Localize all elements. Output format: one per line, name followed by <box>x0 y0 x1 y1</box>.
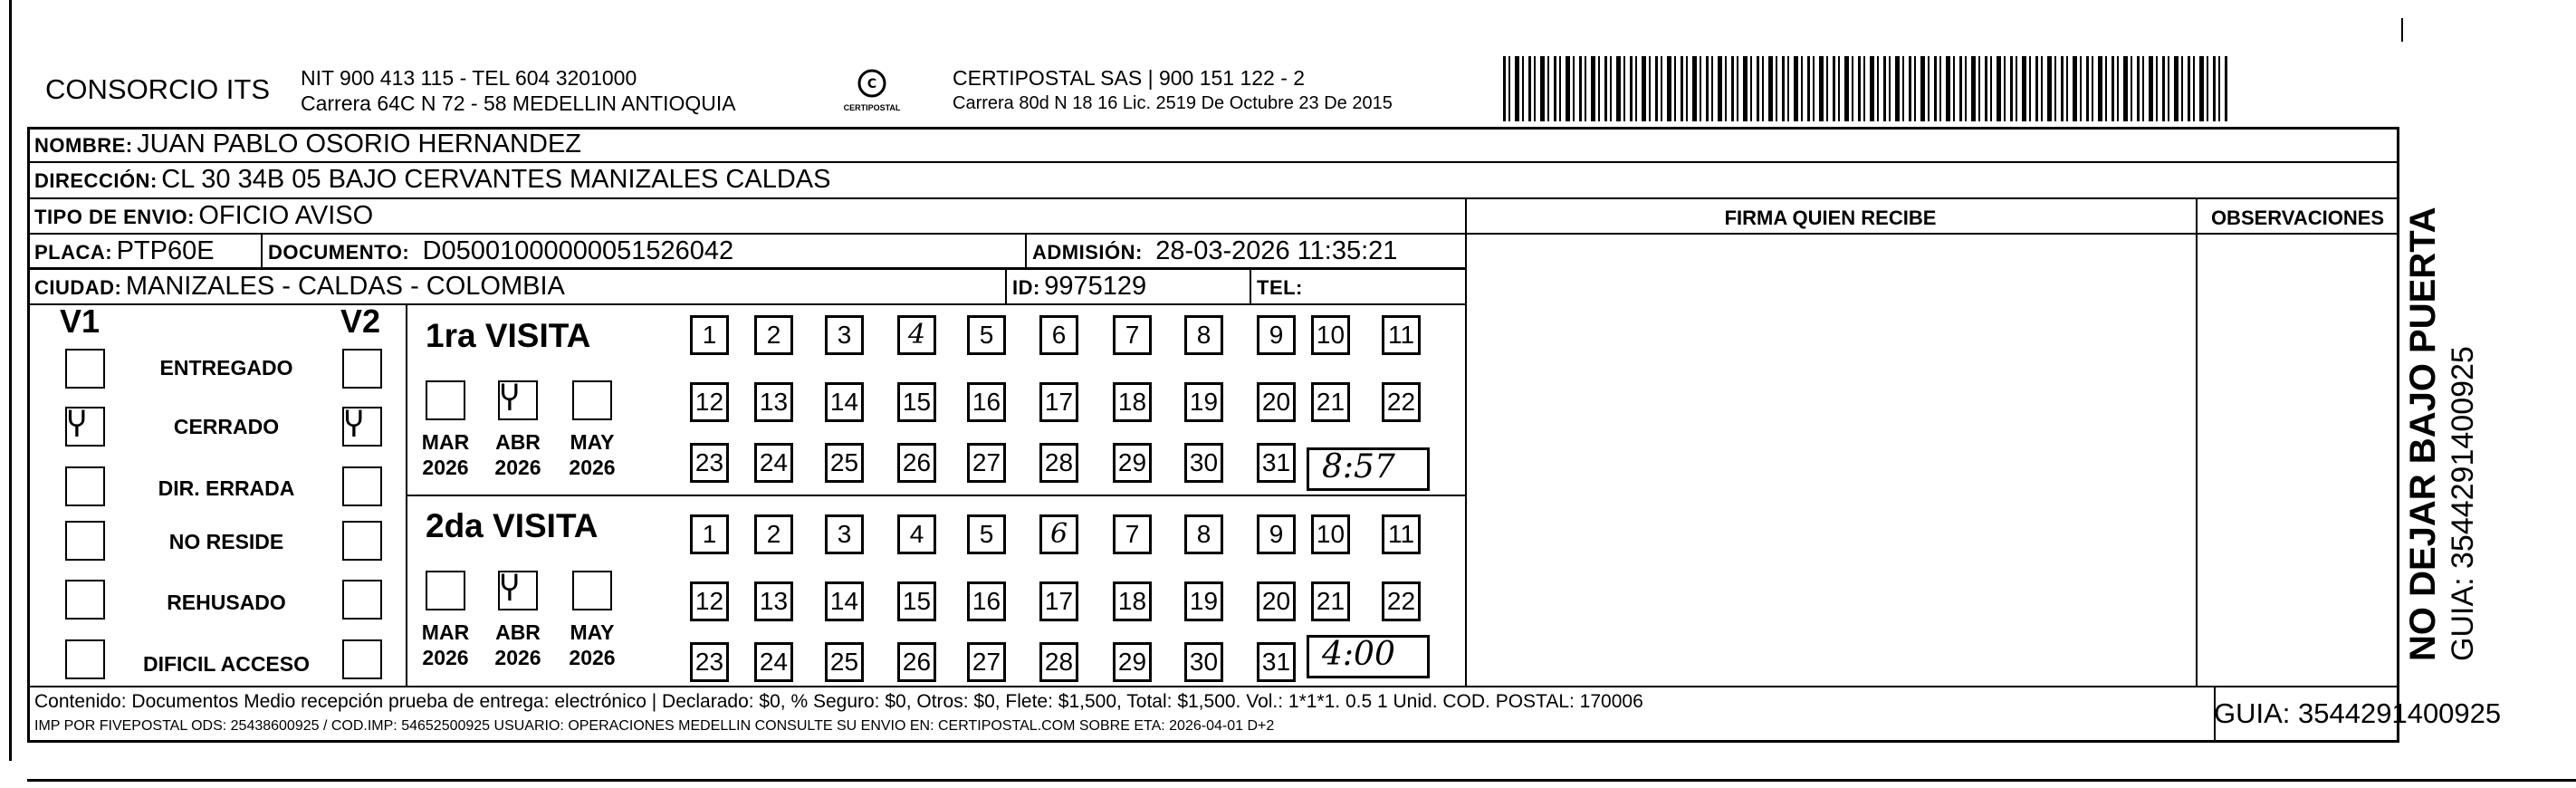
v2-label: V2 <box>340 303 381 340</box>
col-line <box>2196 197 2198 686</box>
barcode <box>1503 56 2227 121</box>
carrier-license: Carrera 80d N 18 16 Lic. 2519 De Octubre 23 De 2015 <box>953 93 1393 113</box>
visit1-day-15[interactable]: 15 <box>897 382 936 422</box>
visit2-day-28[interactable]: 28 <box>1039 642 1078 682</box>
status-cerrado: CERRADO <box>173 415 280 438</box>
ciudad-row <box>34 271 565 306</box>
visit1-month-may <box>565 429 619 480</box>
v1-checkbox-dificil-acceso[interactable] <box>65 639 105 679</box>
documento-value: D05001000000051526042 <box>422 236 734 265</box>
visit1-day-13[interactable]: 13 <box>754 382 793 422</box>
side-warning <box>2401 154 2481 661</box>
visit1-day-10[interactable]: 10 <box>1311 315 1350 355</box>
admision-label: ADMISIÓN: <box>1032 241 1143 264</box>
visit1-day-18[interactable]: 18 <box>1113 382 1152 422</box>
visit2-month-may <box>565 620 619 670</box>
right-tick <box>2401 18 2403 42</box>
visit2-day-16[interactable]: 16 <box>967 581 1006 621</box>
v2-checkbox-dir-errada[interactable] <box>342 466 382 506</box>
footer-guia: GUIA: 3544291400925 <box>2214 697 2502 729</box>
visit1-day-5[interactable]: 5 <box>967 315 1006 355</box>
visit1-day-17[interactable]: 17 <box>1039 382 1078 422</box>
row-line <box>27 686 2399 687</box>
visit1-day-2[interactable]: 2 <box>754 315 793 355</box>
visit2-day-18[interactable]: 18 <box>1113 581 1152 621</box>
carrier-info: CERTIPOSTAL SAS | 900 151 122 - 2 <box>953 66 1306 90</box>
visit1-day-25[interactable]: 25 <box>825 443 864 483</box>
visit2-title: 2da VISITA <box>426 507 599 544</box>
visit1-day-3[interactable]: 3 <box>825 315 864 355</box>
visit2-day-4[interactable]: 4 <box>897 514 936 554</box>
month-year: 2026 <box>494 456 541 479</box>
visit2-month-checkbox-abr[interactable] <box>498 571 538 610</box>
admision-value: 28-03-2026 11:35:21 <box>1155 236 1398 265</box>
visit1-day-12[interactable]: 12 <box>690 382 729 422</box>
v2-checkbox-no-reside[interactable] <box>342 521 382 561</box>
visit1-day-7[interactable]: 7 <box>1113 315 1152 355</box>
month-year: 2026 <box>494 646 541 669</box>
direccion-value: CL 30 34B 05 BAJO CERVANTES MANIZALES CALDAS <box>161 165 831 194</box>
month-year: 2026 <box>569 646 616 669</box>
col-line <box>1005 268 1007 303</box>
side-warning-text: NO DEJAR BAJO PUERTA <box>2403 207 2443 661</box>
col-line <box>1250 268 1251 303</box>
visit1-day-27[interactable]: 27 <box>967 443 1006 483</box>
check-mark-icon: Ⴤ <box>67 408 87 445</box>
month-year: 2026 <box>422 646 469 669</box>
visit2-month-checkbox-mar[interactable] <box>426 571 465 610</box>
visit1-day-26[interactable]: 26 <box>897 443 936 483</box>
direccion-row <box>34 164 830 199</box>
logo-text: CERTIPOSTAL <box>843 103 901 112</box>
side-guia-text: GUIA: 3544291400925 <box>2446 346 2480 661</box>
company-name: CONSORCIO ITS <box>45 73 271 105</box>
firma-header: FIRMA QUIEN RECIBE <box>1724 207 1937 229</box>
col-line <box>261 233 263 268</box>
visit1-month-abr <box>491 429 545 480</box>
visit1-day-19[interactable]: 19 <box>1184 382 1223 422</box>
visit2-day-11[interactable]: 11 <box>1382 514 1421 554</box>
status-entregado: ENTREGADO <box>159 356 293 380</box>
visit1-day-14[interactable]: 14 <box>825 382 864 422</box>
visit2-day-14[interactable]: 14 <box>825 581 864 621</box>
status-dir-errada: DIR. ERRADA <box>158 476 295 500</box>
certipostal-logo <box>840 65 904 120</box>
v2-checkbox-entregado[interactable] <box>342 349 382 389</box>
tel-row <box>1257 271 1303 306</box>
visit2-day-24[interactable]: 24 <box>754 642 793 682</box>
visit1-day-20[interactable]: 20 <box>1257 382 1296 422</box>
col-line <box>1025 233 1027 268</box>
visit2-day-25[interactable]: 25 <box>825 642 864 682</box>
visit2-month-checkbox-may[interactable] <box>572 571 612 610</box>
v1-checkbox-dir-errada[interactable] <box>65 466 105 506</box>
visit1-day-1[interactable]: 1 <box>690 315 729 355</box>
direccion-label: DIRECCIÓN: <box>34 169 158 192</box>
tipo-label: TIPO DE ENVIO: <box>34 206 195 228</box>
company-address: Carrera 64C N 72 - 58 MEDELLIN ANTIOQUIA <box>301 91 736 115</box>
month-label: ABR <box>495 430 541 454</box>
check-mark-icon: Ⴤ <box>500 572 520 609</box>
month-label: MAR <box>421 620 470 644</box>
visit2-day-19[interactable]: 19 <box>1184 581 1223 621</box>
id-row <box>1012 271 1146 306</box>
tipo-value: OFICIO AVISO <box>198 201 374 230</box>
v2-checkbox-cerrado[interactable] <box>342 407 382 447</box>
placa-value: PTP60E <box>116 236 215 265</box>
check-mark-icon: Ⴤ <box>500 381 520 418</box>
v1-label: V1 <box>60 303 101 340</box>
visit2-time-box[interactable] <box>1307 635 1430 678</box>
visit1-day-6[interactable]: 6 <box>1039 315 1078 355</box>
visit2-day-3[interactable]: 3 <box>825 514 864 554</box>
visit1-day-29[interactable]: 29 <box>1113 443 1152 483</box>
visit2-day-27[interactable]: 27 <box>967 642 1006 682</box>
month-label: MAR <box>421 430 470 454</box>
visit1-month-mar <box>418 429 473 480</box>
visit2-day-17[interactable]: 17 <box>1039 581 1078 621</box>
visit1-month-checkbox-abr[interactable] <box>498 380 538 420</box>
visit2-time-handwritten: 4:00 <box>1322 636 1395 673</box>
tipo-row <box>34 200 373 235</box>
status-dificil-acceso: DIFICIL ACCESO <box>142 652 310 676</box>
v1-checkbox-cerrado[interactable] <box>65 407 105 447</box>
visit2-day-15[interactable]: 15 <box>897 581 936 621</box>
visit2-month-abr <box>491 620 545 670</box>
visit1-time-handwritten: 8:57 <box>1322 448 1395 485</box>
v2-checkbox-rehusado[interactable] <box>342 580 382 620</box>
visit1-month-checkbox-may[interactable] <box>572 380 612 420</box>
visit2-day-22[interactable]: 22 <box>1382 581 1421 621</box>
admision-row <box>1032 235 1397 271</box>
ciudad-label: CIUDAD: <box>34 276 122 299</box>
visit1-day-28[interactable]: 28 <box>1039 443 1078 483</box>
visit2-day-23[interactable]: 23 <box>690 642 729 682</box>
visit1-month-checkbox-mar[interactable] <box>426 380 465 420</box>
ciudad-value: MANIZALES - CALDAS - COLOMBIA <box>125 272 565 301</box>
visit2-day-1[interactable]: 1 <box>690 514 729 554</box>
visit2-day-8[interactable]: 8 <box>1184 514 1223 554</box>
status-rehusado: REHUSADO <box>167 591 286 614</box>
v2-checkbox-dificil-acceso[interactable] <box>342 639 382 679</box>
row-line <box>406 495 1465 496</box>
left-border <box>9 0 12 761</box>
visit2-day-29[interactable]: 29 <box>1113 642 1152 682</box>
id-value: 9975129 <box>1044 272 1147 301</box>
month-label: MAY <box>570 620 615 644</box>
month-label: ABR <box>495 620 541 644</box>
month-year: 2026 <box>569 456 616 479</box>
tel-label: TEL: <box>1257 276 1303 299</box>
month-label: MAY <box>570 430 615 454</box>
visit2-day-5[interactable]: 5 <box>967 514 1006 554</box>
col-line <box>1465 197 1467 686</box>
visit2-day-31[interactable]: 31 <box>1257 642 1296 682</box>
visit1-day-21[interactable]: 21 <box>1311 382 1350 422</box>
nombre-value: JUAN PABLO OSORIO HERNANDEZ <box>137 130 581 159</box>
documento-label: DOCUMENTO: <box>268 241 410 264</box>
v1-checkbox-no-reside[interactable] <box>65 521 105 561</box>
visit2-month-mar <box>418 620 473 670</box>
svg-text:C: C <box>867 77 877 91</box>
placa-row <box>34 235 215 271</box>
visit1-day-11[interactable]: 11 <box>1382 315 1421 355</box>
visit1-day-31[interactable]: 31 <box>1257 443 1296 483</box>
company-nit: NIT 900 413 115 - TEL 604 3201000 <box>301 66 637 90</box>
visit1-time-box[interactable] <box>1307 447 1430 491</box>
visit1-day-4[interactable]: 4 <box>897 315 936 355</box>
visit2-day-12[interactable]: 12 <box>690 581 729 621</box>
v1-checkbox-rehusado[interactable] <box>65 580 105 620</box>
visit2-day-9[interactable]: 9 <box>1257 514 1296 554</box>
visit2-day-21[interactable]: 21 <box>1311 581 1350 621</box>
visit2-day-26[interactable]: 26 <box>897 642 936 682</box>
observaciones-header: OBSERVACIONES <box>2210 207 2385 229</box>
visit2-day-7[interactable]: 7 <box>1113 514 1152 554</box>
visit1-day-23[interactable]: 23 <box>690 443 729 483</box>
month-year: 2026 <box>422 456 469 479</box>
visit2-day-30[interactable]: 30 <box>1184 642 1223 682</box>
visit2-day-13[interactable]: 13 <box>754 581 793 621</box>
bottom-border <box>27 779 2576 782</box>
visit1-day-9[interactable]: 9 <box>1257 315 1296 355</box>
nombre-row <box>34 129 581 164</box>
footer-content: Contenido: Documentos Medio recepción prueba de entrega: electrónico | Declarado: $0, % Seguro: $0, Otros: $0, Flete: $1,500, Total: $1,500. Vol.: 1*1*1. 0.5 1 Unid. COD. POSTAL: 170006 <box>34 691 1643 712</box>
visit1-day-8[interactable]: 8 <box>1184 315 1223 355</box>
id-label: ID: <box>1012 276 1040 299</box>
visit1-day-16[interactable]: 16 <box>967 382 1006 422</box>
status-no-reside: NO RESIDE <box>168 530 284 553</box>
visit1-day-24[interactable]: 24 <box>754 443 793 483</box>
check-mark-icon: Ⴤ <box>344 408 364 445</box>
visit1-day-30[interactable]: 30 <box>1184 443 1223 483</box>
placa-label: PLACA: <box>34 241 113 264</box>
documento-row <box>268 235 733 271</box>
nombre-label: NOMBRE: <box>34 134 133 157</box>
visit1-title: 1ra VISITA <box>426 317 591 354</box>
visit1-day-22[interactable]: 22 <box>1382 382 1421 422</box>
v1-checkbox-entregado[interactable] <box>65 349 105 389</box>
footer-imp: IMP POR FIVEPOSTAL ODS: 25438600925 / COD.IMP: 54652500925 USUARIO: OPERACIONES MEDELLIN CONSULTE SU ENVIO EN: CERTIPOSTAL.COM SOBRE ETA: 2026-04-01 D+2 <box>34 718 1275 734</box>
visit2-day-6[interactable]: 6 <box>1039 514 1078 554</box>
visit2-day-2[interactable]: 2 <box>754 514 793 554</box>
visit2-day-20[interactable]: 20 <box>1257 581 1296 621</box>
visit2-day-10[interactable]: 10 <box>1311 514 1350 554</box>
